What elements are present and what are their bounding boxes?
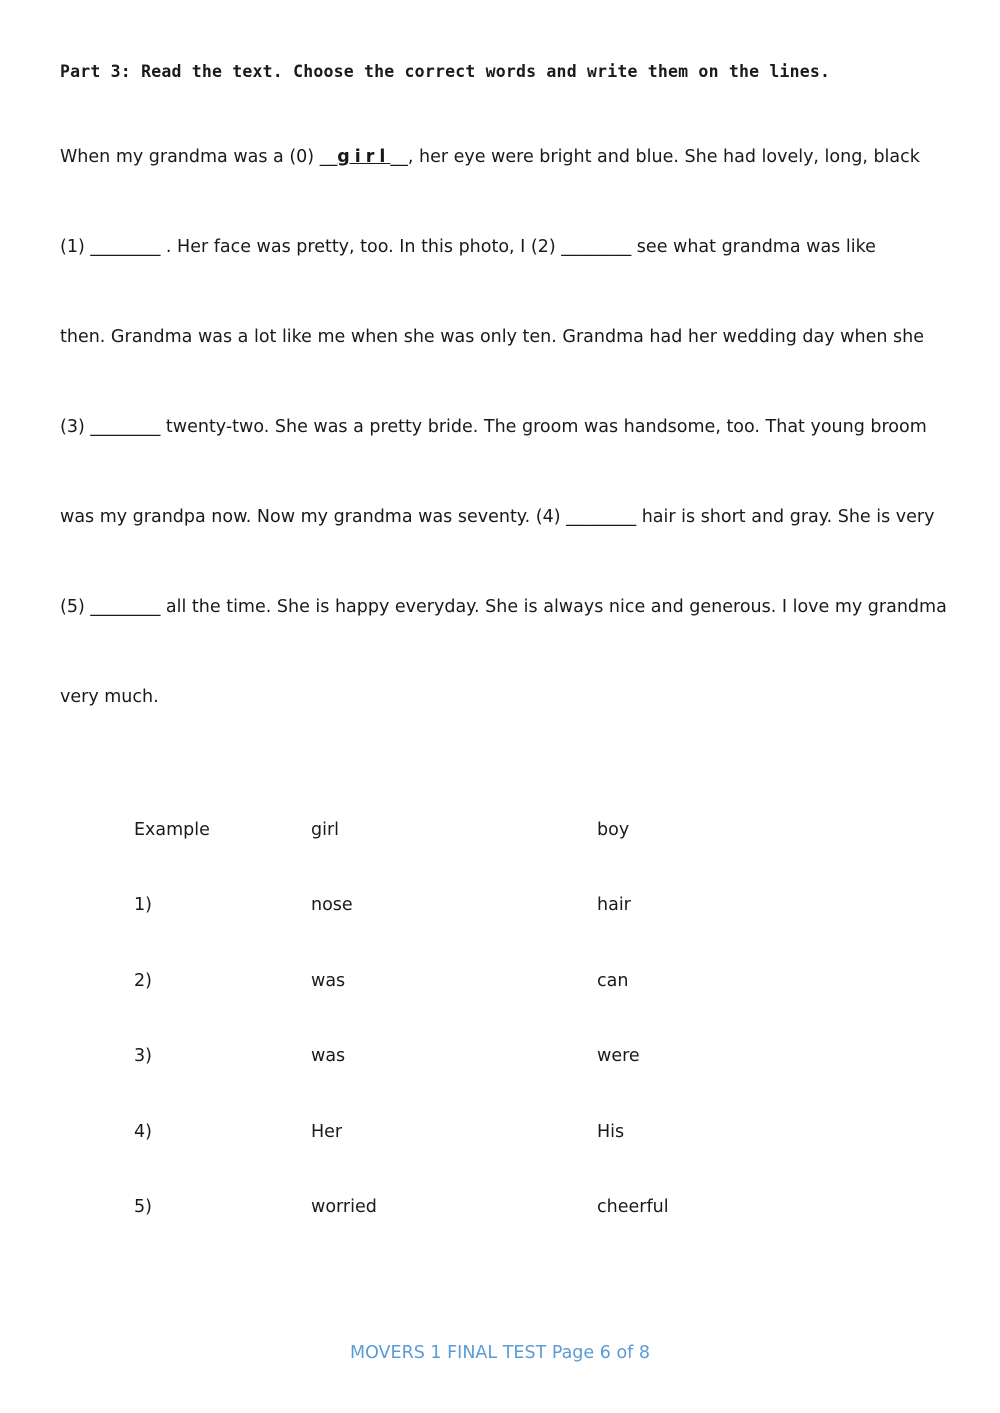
option-b-1: hair — [597, 895, 631, 915]
option-a-1: nose — [311, 895, 353, 915]
passage-line-7: very much. — [60, 687, 159, 707]
part-heading: Part 3: Read the text. Choose the correct words and write them on the lines. — [60, 62, 831, 81]
option-b-3: were — [597, 1046, 640, 1066]
option-b-5: cheerful — [597, 1197, 669, 1217]
page-footer: MOVERS 1 FINAL TEST Page 6 of 8 — [349, 1343, 651, 1363]
passage-line-3: then. Grandma was a lot like me when she was only ten. Grandma had her wedding day when she — [60, 327, 924, 347]
passage-line-1-before: When my grandma was a (0) __ — [60, 147, 338, 167]
passage-line-6: (5) ________ all the time. She is happy everyday. She is always nice and generous. I love my grandma — [60, 597, 947, 617]
option-label-1: 1) — [134, 895, 152, 915]
option-b-example: boy — [597, 820, 630, 840]
option-label-2: 2) — [134, 971, 152, 991]
option-b-2: can — [597, 971, 629, 991]
option-a-3: was — [311, 1046, 346, 1066]
option-label-5: 5) — [134, 1197, 152, 1217]
option-a-5: worried — [311, 1197, 377, 1217]
option-label-4: 4) — [134, 1122, 152, 1142]
option-a-2: was — [311, 971, 346, 991]
passage-line-1-after: __, her eye were bright and blue. She had lovely, long, black — [390, 147, 920, 167]
option-b-4: His — [597, 1122, 625, 1142]
passage-line-5: was my grandpa now. Now my grandma was seventy. (4) ________ hair is short and gray. She is very — [60, 507, 935, 527]
option-label-3: 3) — [134, 1046, 152, 1066]
example-answer: girl — [337, 147, 391, 167]
passage-line-1 — [60, 146, 920, 168]
option-label-example: Example — [134, 820, 210, 840]
passage-line-2: (1) ________ . Her face was pretty, too. In this photo, I (2) ________ see what grandma was like — [60, 237, 876, 257]
passage-line-4: (3) ________ twenty-two. She was a pretty bride. The groom was handsome, too. That young broom — [60, 417, 927, 437]
option-a-4: Her — [311, 1122, 343, 1142]
option-a-example: girl — [311, 820, 340, 840]
